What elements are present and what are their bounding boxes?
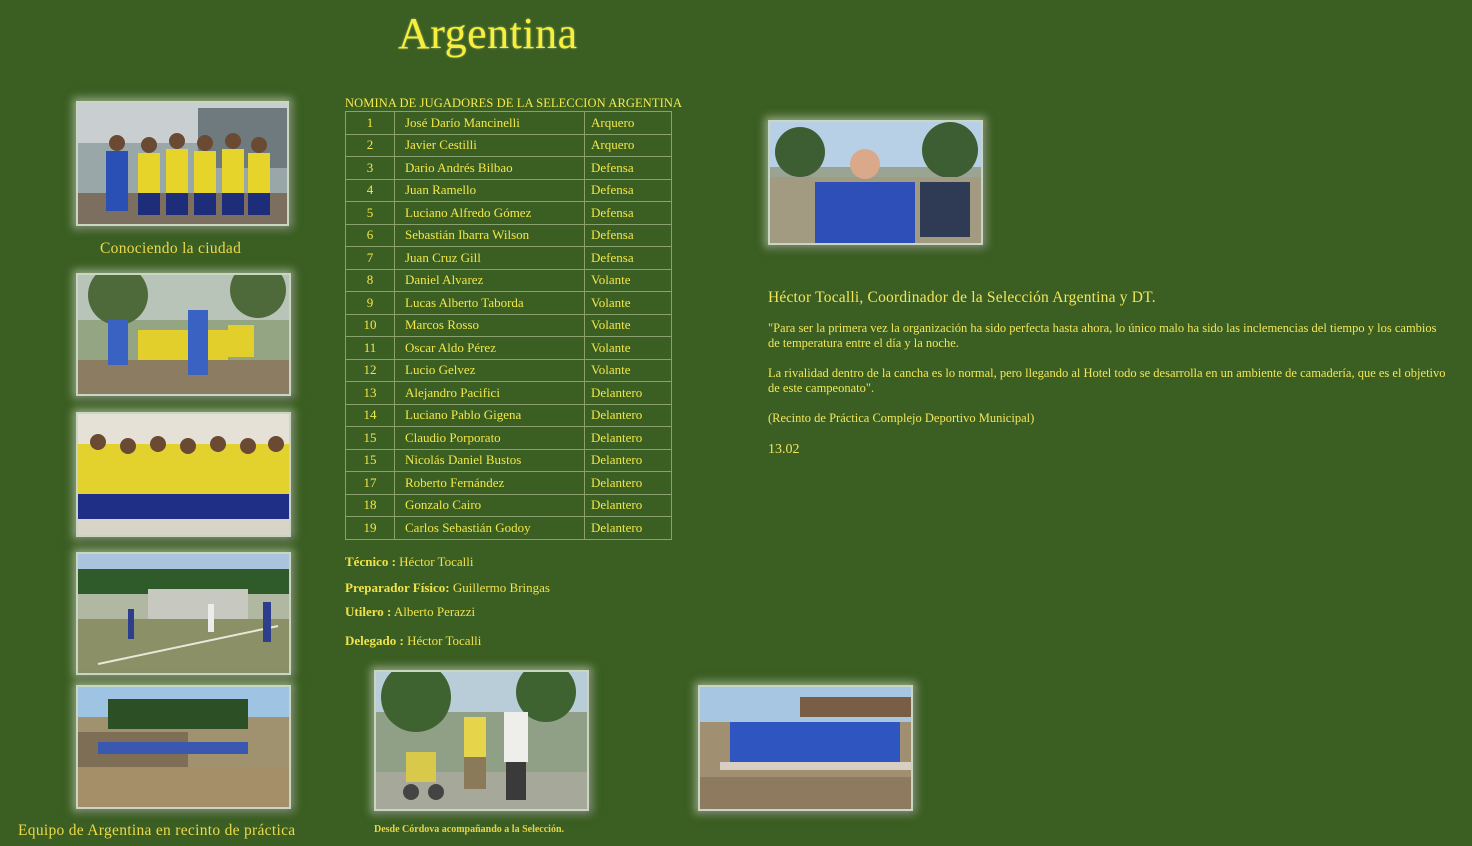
staff-kit [345, 604, 475, 620]
table-row [346, 246, 671, 269]
player-name: Javier Cestilli [394, 134, 584, 157]
article-body [768, 321, 1448, 457]
article-paragraph-1: "Para ser la primera vez la organización ha sido perfecta hasta ahora, lo único malo ha sido las inclemencias del tiempo y los cambios de temperatura entre el día y la noche. [768, 321, 1437, 350]
table-row [346, 516, 671, 539]
photo-coach-tocalli[interactable] [768, 120, 983, 245]
table-row [346, 224, 671, 247]
roster-heading: NOMINA DE JUGADORES DE LA SELECCION ARGENTINA [345, 96, 683, 110]
page-title: Argentina [398, 9, 578, 58]
player-position: Defensa [584, 179, 671, 202]
player-name: Dario Andrés Bilbao [394, 156, 584, 179]
coach-name: Héctor Tocalli [399, 554, 474, 569]
delegate-name: Héctor Tocalli [407, 633, 482, 648]
player-name: Oscar Aldo Pérez [394, 336, 584, 359]
table-row [346, 112, 671, 134]
player-position: Defensa [584, 246, 671, 269]
player-name: Gonzalo Cairo [394, 494, 584, 517]
player-position: Volante [584, 314, 671, 337]
player-number: 11 [346, 336, 394, 359]
kit-name: Alberto Perazzi [393, 604, 476, 619]
player-name: Alejandro Pacifici [394, 381, 584, 404]
player-number: 17 [346, 471, 394, 494]
caption-cordoba: Desde Córdova acompañando a la Selección. [374, 824, 564, 835]
player-name: Claudio Porporato [394, 426, 584, 449]
player-number: 3 [346, 156, 394, 179]
player-name: Nicolás Daniel Bustos [394, 449, 584, 472]
player-number: 7 [346, 246, 394, 269]
player-position: Delantero [584, 426, 671, 449]
player-position: Arquero [584, 112, 671, 134]
photo-players-seated[interactable] [76, 273, 291, 396]
article-date: 13.02 [768, 442, 800, 457]
player-number: 15 [346, 426, 394, 449]
player-number: 4 [346, 179, 394, 202]
player-name: Sebastián Ibarra Wilson [394, 224, 584, 247]
player-name: Daniel Alvarez [394, 269, 584, 292]
delegate-label: Delegado : [345, 633, 404, 648]
player-position: Volante [584, 269, 671, 292]
player-name: Lucas Alberto Taborda [394, 291, 584, 314]
table-row [346, 449, 671, 472]
table-row [346, 381, 671, 404]
table-row [346, 336, 671, 359]
table-row [346, 494, 671, 517]
player-number: 13 [346, 381, 394, 404]
photo-team-bleachers[interactable] [698, 685, 913, 811]
photo-players-outdoors[interactable] [76, 101, 289, 226]
article-paragraph-2: La rivalidad dentro de la cancha es lo normal, pero llegando al Hotel todo se desarrolla en un ambiente de camadería, que es el objetivo de este campeonato". [768, 366, 1446, 395]
table-row [346, 134, 671, 157]
player-number: 8 [346, 269, 394, 292]
table-row [346, 201, 671, 224]
player-number: 10 [346, 314, 394, 337]
staff-delegate [345, 633, 481, 649]
table-row [346, 314, 671, 337]
player-number: 1 [366, 114, 374, 130]
player-position: Delantero [584, 494, 671, 517]
player-position: Volante [584, 291, 671, 314]
table-row [346, 426, 671, 449]
article-title: Héctor Tocalli, Coordinador de la Selección Argentina y DT. [768, 289, 1156, 306]
player-number: 15 [346, 449, 394, 472]
player-number: 6 [346, 224, 394, 247]
staff-coach [345, 554, 473, 570]
player-number: 12 [346, 359, 394, 382]
player-position: Defensa [584, 156, 671, 179]
table-row [346, 359, 671, 382]
player-position: Delantero [584, 381, 671, 404]
kit-label: Utilero : [345, 604, 392, 619]
table-row [346, 269, 671, 292]
player-name: Juan Ramello [394, 179, 584, 202]
caption-team-practice: Equipo de Argentina en recinto de práctica [18, 822, 296, 839]
photo-team-indoors[interactable] [76, 412, 291, 537]
table-row [346, 156, 671, 179]
trainer-name: Guillermo Bringas [452, 580, 550, 595]
player-position: Volante [584, 359, 671, 382]
player-number: 19 [346, 516, 394, 539]
table-row [346, 291, 671, 314]
player-number: 14 [346, 404, 394, 427]
player-position: Volante [584, 336, 671, 359]
coach-label: Técnico : [345, 554, 396, 569]
photo-tennis-court[interactable] [76, 552, 291, 675]
table-row [346, 471, 671, 494]
trainer-label: Preparador Físico: [345, 580, 450, 595]
photo-practice-field[interactable] [76, 685, 291, 809]
player-number: 2 [346, 134, 394, 157]
article-paragraph-3: (Recinto de Práctica Complejo Deportivo Municipal) [768, 411, 1035, 425]
player-number: 9 [346, 291, 394, 314]
player-name: Luciano Pablo Gigena [394, 404, 584, 427]
player-position: Defensa [584, 224, 671, 247]
player-position: Delantero [584, 516, 671, 539]
player-name: Marcos Rosso [394, 314, 584, 337]
player-name: Juan Cruz Gill [394, 246, 584, 269]
player-name: Roberto Fernández [394, 471, 584, 494]
player-name: Carlos Sebastián Godoy [394, 516, 584, 539]
caption-city: Conociendo la ciudad [100, 240, 242, 257]
player-number: 18 [346, 494, 394, 517]
player-position: Delantero [584, 449, 671, 472]
player-position: Delantero [584, 404, 671, 427]
player-position: Delantero [584, 471, 671, 494]
staff-trainer [345, 580, 550, 596]
player-name: José Darío Mancinelli [394, 112, 584, 134]
player-position: Arquero [584, 134, 671, 157]
player-name: Lucio Gelvez [394, 359, 584, 382]
table-row [346, 404, 671, 427]
player-number: 5 [346, 201, 394, 224]
player-position: Defensa [584, 201, 671, 224]
roster-table [345, 111, 672, 540]
photo-cordoba-supporters[interactable] [374, 670, 589, 811]
player-name: Luciano Alfredo Gómez [394, 201, 584, 224]
table-row [346, 179, 671, 202]
